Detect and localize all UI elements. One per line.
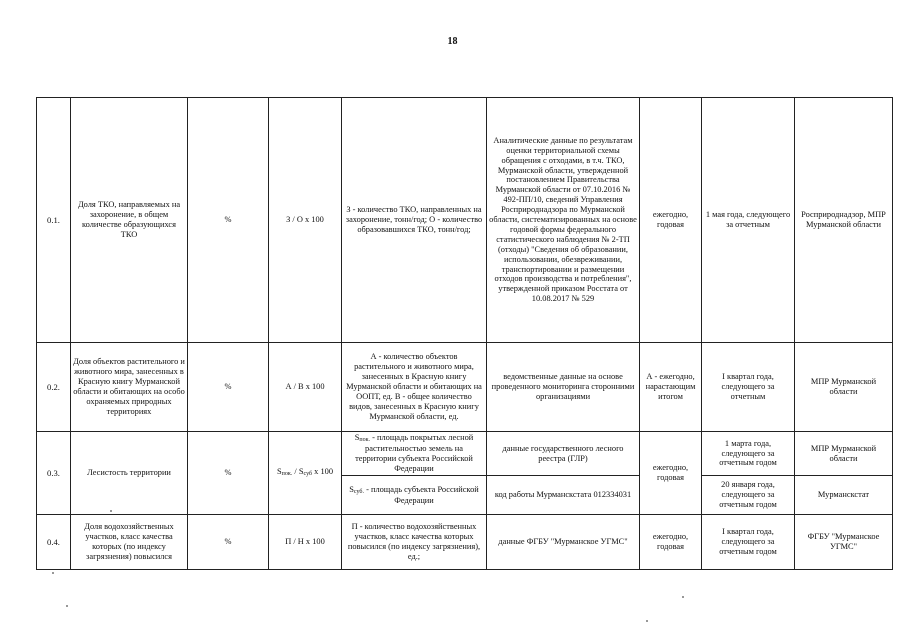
formula-cell: П / Н х 100 xyxy=(269,515,342,570)
variables-cell: Sсуб. - площадь субъекта Российской Федерации xyxy=(342,476,487,515)
scan-speck xyxy=(110,510,112,512)
responsible-cell: МПР Мурманской области xyxy=(795,432,893,476)
responsible-cell: ФГБУ "Мурманское УГМС" xyxy=(795,515,893,570)
source-cell: ведомственные данные на основе проведенного мониторинга сторонними организациями xyxy=(487,343,640,432)
responsible-cell: МПР Мурманской области xyxy=(795,343,893,432)
deadline-cell: 1 мая года, следующего за отчетным xyxy=(702,98,795,343)
source-cell: Аналитические данные по результатам оценки территориальной схемы обращения с отходами, в т.ч. ТКО, Мурманской области, утвержденной постановлением Правительства Мурманской области от 07.10.2016 № 492-ПП/10, сведений Управления Росприроднадзора по Мурманской области, систематизированных на основе годовой формы федерального статистического наблюдения № 2-ТП (отходы) "Сведения об образовании, использовании, обезвреживании, транспортировании и размещении отходов производства и потребления", утвержденной приказом Росстата от 10.08.2017 № 529 xyxy=(487,98,640,343)
page-number: 18 xyxy=(447,36,458,47)
periodicity-cell: А - ежегодно, нарастающим итогом xyxy=(640,343,702,432)
deadline-cell: 20 января года, следующего за отчетным годом xyxy=(702,476,795,515)
table-row xyxy=(37,343,893,432)
deadline-cell: I квартал года, следующего за отчетным годом xyxy=(702,515,795,570)
scan-speck xyxy=(52,572,54,574)
variables-cell: Sпок. - площадь покрытых лесной растительностью земель на территории субъекта Российской Федерации xyxy=(342,432,487,476)
indicator-name: Доля объектов растительного и животного мира, занесенных в Красную книгу Мурманской области и обитающих на особо охраняемых природных территориях xyxy=(71,343,188,432)
scan-speck xyxy=(646,620,648,622)
row-number: 0.1. xyxy=(37,98,71,343)
scan-speck xyxy=(66,605,68,607)
indicator-name: Доля ТКО, направляемых на захоронение, в общем количестве образующихся ТКО xyxy=(71,98,188,343)
table-row xyxy=(37,515,893,570)
unit-cell: % xyxy=(188,343,269,432)
table-row xyxy=(37,432,893,476)
periodicity-cell: ежегодно, годовая xyxy=(640,98,702,343)
source-cell: данные ФГБУ "Мурманское УГМС" xyxy=(487,515,640,570)
scan-speck xyxy=(682,596,684,598)
formula-cell: З / О х 100 xyxy=(269,98,342,343)
deadline-cell: I квартал года, следующего за отчетным xyxy=(702,343,795,432)
indicator-name: Лесистость территории xyxy=(71,432,188,515)
row-number: 0.2. xyxy=(37,343,71,432)
variables-cell: П - количество водохозяйственных участков, класс качества которых повысился (по индексу загрязнения), ед.; xyxy=(342,515,487,570)
table-row xyxy=(37,98,893,343)
variables-cell: А - количество объектов растительного и животного мира, занесенных в Красную книгу Мурманской области и обитающих на ООПТ, ед. В - общее количество видов, занесенных в Красную книгу Мурманской области, ед. xyxy=(342,343,487,432)
unit-cell: % xyxy=(188,98,269,343)
formula-cell: Sпок. / Sсуб х 100 xyxy=(269,432,342,515)
formula-cell: А / В х 100 xyxy=(269,343,342,432)
unit-cell: % xyxy=(188,432,269,515)
source-cell: код работы Мурманскстата 012334031 xyxy=(487,476,640,515)
indicators-table xyxy=(36,97,893,570)
responsible-cell: Мурманскстат xyxy=(795,476,893,515)
deadline-cell: 1 марта года, следующего за отчетным годом xyxy=(702,432,795,476)
responsible-cell: Росприроднадзор, МПР Мурманской области xyxy=(795,98,893,343)
variables-cell: З - количество ТКО, направленных на захоронение, тонн/год; О - количество образовавшихся ТКО, тонн/год; xyxy=(342,98,487,343)
periodicity-cell: ежегодно, годовая xyxy=(640,515,702,570)
row-number: 0.3. xyxy=(37,432,71,515)
periodicity-cell: ежегодно, годовая xyxy=(640,432,702,515)
source-cell: данные государственного лесного реестра (ГЛР) xyxy=(487,432,640,476)
row-number: 0.4. xyxy=(37,515,71,570)
unit-cell: % xyxy=(188,515,269,570)
indicator-name: Доля водохозяйственных участков, класс качества которых (по индексу загрязнения) повысился xyxy=(71,515,188,570)
